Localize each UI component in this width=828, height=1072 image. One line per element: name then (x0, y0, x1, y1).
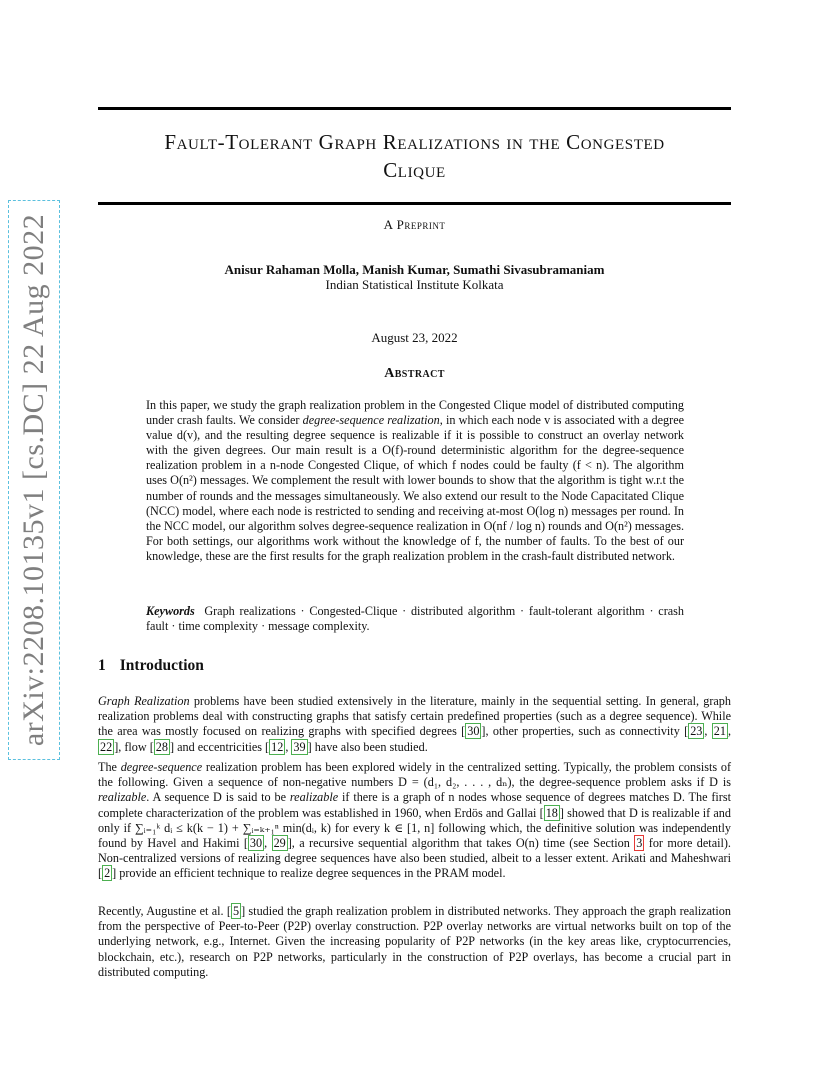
text-run: ], a recursive sequential algorithm that takes O(n) time (see Section (287, 836, 635, 851)
arxiv-identifier-stamp[interactable] (8, 200, 60, 760)
emphasis: realizable (98, 790, 147, 805)
text-run: , (727, 724, 732, 739)
citation-link[interactable]: 29 (273, 836, 286, 851)
abstract-heading: Abstract (384, 366, 445, 381)
keywords-label: Keywords (146, 604, 195, 618)
emphasis: degree-sequence (120, 760, 203, 774)
section-title-text: Introduction (119, 657, 204, 674)
citation-link[interactable]: 39 (293, 739, 306, 754)
text-run: ] showed that D is realizable if and only if ∑ᵢ₌₁ᵏ dᵢ ≤ k(k − 1) + ∑ᵢ₌ₖ₊₁ⁿ min(dᵢ, k) for every k ∈ [1, n] following which, the definitive solution was independently found by Havel and Hakimi [ (98, 805, 731, 851)
text-run: if there is a graph of n nodes whose sequence of degrees matches D. The first complete characterization of the problem was established in 1960, when Erdös and Gallai [ (98, 790, 731, 820)
intro-paragraph-3 (98, 904, 731, 980)
citation-link[interactable]: 21 (713, 724, 726, 739)
paper-title (98, 128, 731, 184)
title-top-rule (98, 107, 731, 110)
paper-title-line-2: Clique (383, 158, 446, 182)
section-number: 1 (98, 657, 106, 674)
text-run: ] and eccentricities [ (169, 739, 270, 754)
abstract-part-1: In this paper, we study the graph realization problem in the Congested Clique model of distributed computing under crash faults. We consider (146, 398, 684, 428)
section-link[interactable]: 3 (636, 836, 643, 851)
keywords-block (146, 604, 684, 634)
citation-link[interactable]: 22 (100, 739, 113, 754)
abstract-part-2: , in which each node v is associated with a degree value d(v), and the resulting degree sequence is realizable if it is possible to construct an overlay network with the given degrees. Our main result is a O(f)-round deterministic algorithm for the degree-sequence realization problem in a n-node Congested Clique, of which f nodes could be faulty (f < n). The algorithm uses O(n²) messages. We complement the result with lower bounds to show that the algorithm is tight w.r.t the number of rounds and the messages simultaneously. We also extend our result to the Node Capacitated Clique (NCC) model, where each node is restricted to sending and receiving at-most O(log n) messages per round. In the NCC model, our algorithm solves degree-sequence realization in O(nf / log n) rounds and O(n²) messages. For both settings, our algorithms work without the knowledge of f, the number of faults. To the best of our knowledge, these are the first results for the graph realization problem in the crash-fault distributed network. (146, 413, 685, 563)
text-run: for more detail). Non-centralized versions of realizing degree sequences have also been studied, albeit to a lesser extent. Arikati and Maheshwari [ (98, 836, 731, 881)
intro-paragraph-2 (98, 760, 731, 882)
citation-link[interactable]: 2 (104, 866, 111, 881)
text-run: , (285, 739, 292, 754)
emphasis: realizable (289, 790, 339, 805)
title-bottom-rule (98, 202, 731, 205)
paper-date: August 23, 2022 (371, 330, 458, 345)
intro-emphasis: Graph Realization (98, 694, 190, 708)
text-run: ] provide an efficient technique to realize degree sequences in the PRAM model. (112, 866, 506, 881)
citation-link[interactable]: 23 (690, 724, 703, 739)
keywords-list: Graph realizations · Congested-Clique · distributed algorithm · fault-tolerant algorithm · crash fault · time complexity · message complexity. (146, 604, 684, 634)
abstract-emphasis: degree-sequence realization (302, 413, 440, 428)
text-run: , (264, 836, 272, 851)
author-affiliation: Indian Statistical Institute Kolkata (325, 277, 504, 292)
section-heading-introduction (98, 657, 204, 675)
citation-link[interactable]: 30 (467, 724, 480, 739)
text-run: , (704, 724, 712, 739)
citation-link[interactable]: 30 (249, 836, 263, 851)
text-run: ], other properties, such as connectivity [ (481, 724, 689, 739)
citation-link[interactable]: 12 (271, 739, 284, 754)
text-run: Recently, Augustine et al. [ (98, 904, 231, 918)
text-run: ] have also been studied. (307, 739, 428, 754)
text-run: . A sequence D is said to be (146, 790, 290, 805)
abstract-text (146, 398, 684, 564)
text-run: ], flow [ (114, 739, 154, 754)
intro-paragraph-1 (98, 694, 731, 755)
text-run: ] studied the graph realization problem in distributed networks. They approach the graph realization from the perspective of Peer-to-Peer (P2P) overlay construction. P2P overlay networks are virtual networks built on top of the underlying network, e.g., Internet. Given the increasing popularity of P2P networks (in the key areas like, cryptocurrencies, blockchain, etc.), research on P2P networks, particularly in the construction of P2P overlays, has become a crucial part in distributed computing. (98, 904, 731, 979)
citation-link[interactable]: 28 (155, 739, 168, 754)
citation-link[interactable]: 5 (232, 904, 240, 918)
text-run: realization problem has been explored widely in the centralized setting. Typically, the problem consists of the following. Given a sequence of non-negative numbers D = (d₁, d₂, . . . , dₙ), the degree-sequence problem asks if D is (98, 760, 731, 790)
text-run: problems have been studied extensively in the literature, mainly in the sequential setting. In general, graph realization problems deal with constructing graphs that satisfy certain predefined properties (such as a degree sequence). While the area was mostly focused on realizing graphs with specified degrees [ (98, 694, 731, 739)
preprint-label: A Preprint (383, 217, 446, 232)
paper-title-line-1: Fault-Tolerant Graph Realizations in the Congested (164, 130, 665, 154)
author-list: Anisur Rahaman Molla, Manish Kumar, Sumathi Sivasubramaniam (224, 262, 605, 277)
arxiv-identifier-text: arXiv:2208.10135v1 [cs.DC] 22 Aug 2022 (17, 213, 51, 747)
citation-link[interactable]: 18 (545, 805, 558, 820)
text-run: The (98, 760, 121, 774)
